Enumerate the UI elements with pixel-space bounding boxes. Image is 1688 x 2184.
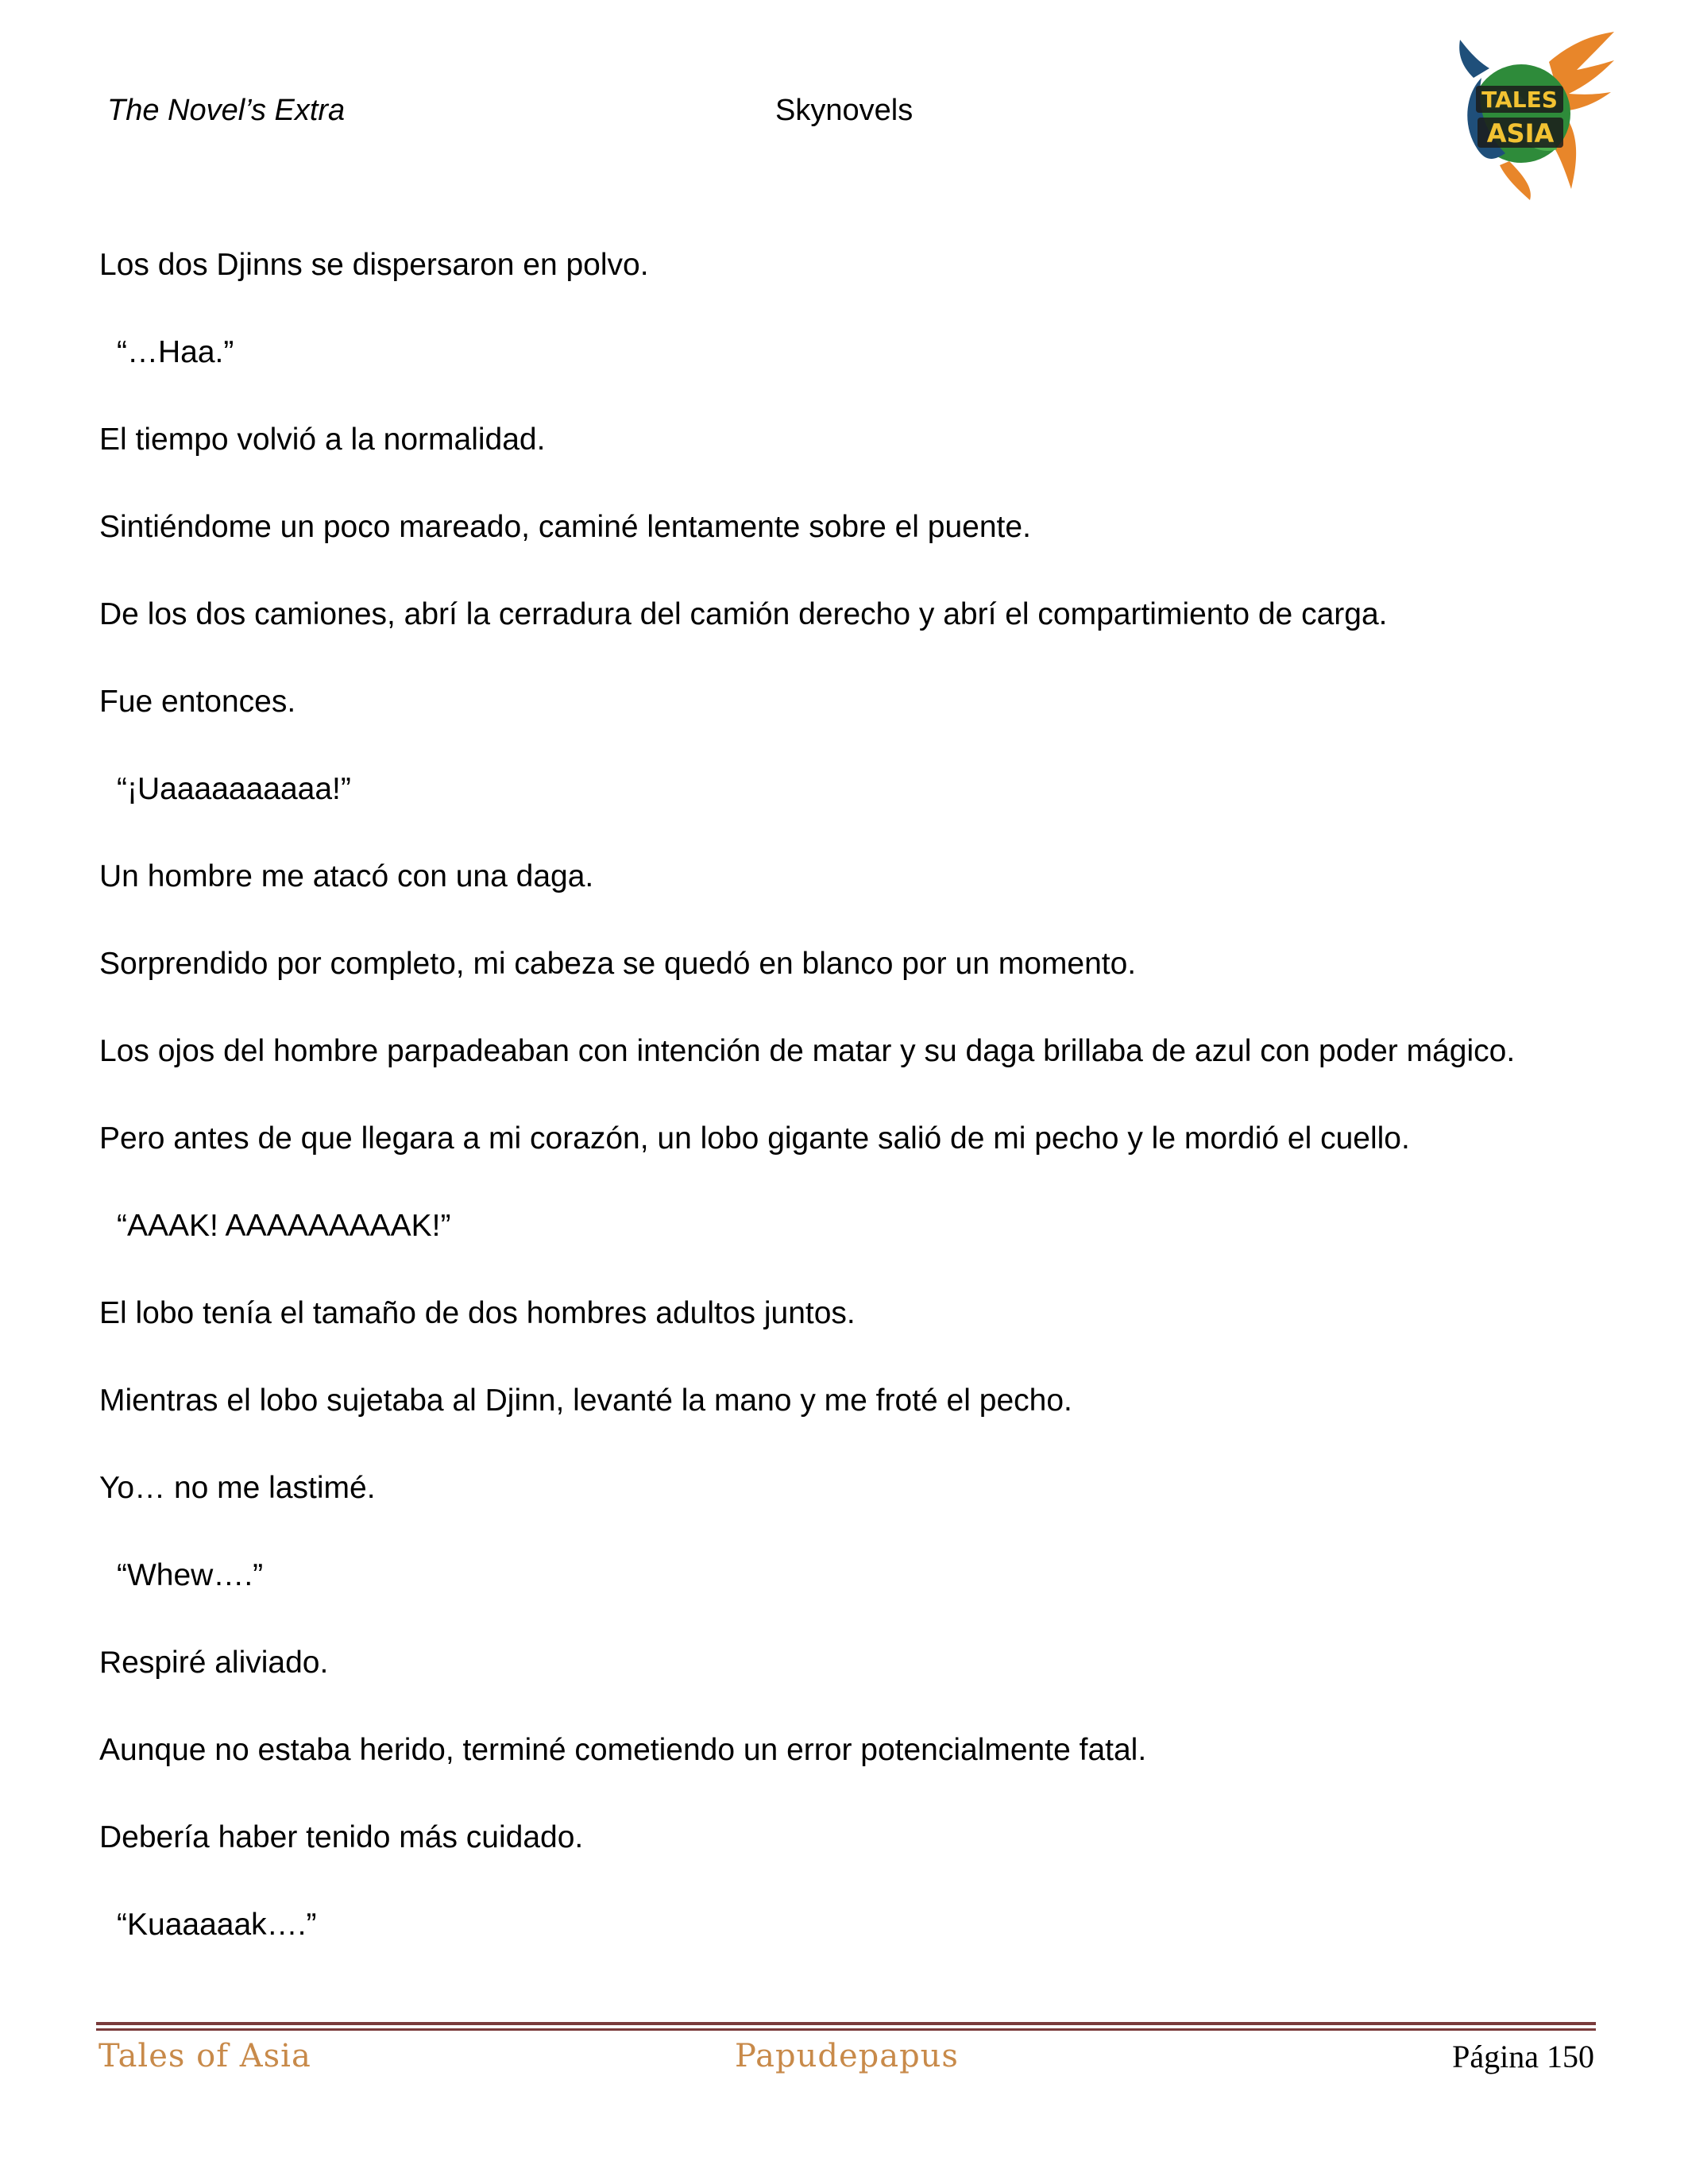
dialogue-line: “Whew….” — [117, 1558, 264, 1592]
narration-paragraph: Sintiéndome un poco mareado, caminé lentamente sobre el puente. — [99, 510, 1031, 544]
chapter-body — [99, 242, 1593, 1989]
narration-paragraph: Pero antes de que llegara a mi corazón, un lobo gigante salió de mi pecho y le mordió el cuello. — [99, 1121, 1410, 1156]
narration-paragraph: Los dos Djinns se dispersaron en polvo. — [99, 248, 649, 282]
narration-paragraph: De los dos camiones, abrí la cerradura del camión derecho y abrí el compartimiento de carga. — [99, 597, 1388, 631]
footer-publisher: Tales of Asia — [98, 2038, 311, 2074]
narration-paragraph: El lobo tenía el tamaño de dos hombres adultos juntos. — [99, 1296, 856, 1330]
site-name: Skynovels — [775, 94, 914, 127]
narration-paragraph: Sorprendido por completo, mi cabeza se quedó en blanco por un momento. — [99, 947, 1137, 981]
narration-paragraph: Un hombre me atacó con una daga. — [99, 859, 594, 893]
narration-paragraph: Fue entonces. — [99, 685, 296, 719]
footer-rule — [96, 2022, 1596, 2025]
dialogue-line: “…Haa.” — [117, 335, 234, 369]
footer-rule-thin — [96, 2028, 1596, 2031]
narration-paragraph: El tiempo volvió a la normalidad. — [99, 423, 546, 457]
logo-text-top: TALES — [1481, 87, 1558, 113]
narration-paragraph: Respiré aliviado. — [99, 1646, 329, 1680]
dialogue-line: “¡Uaaaaaaaaaa!” — [117, 772, 351, 806]
tales-of-asia-logo — [1430, 30, 1617, 201]
footer-translator: Papudepapus — [735, 2038, 959, 2074]
narration-paragraph: Debería haber tenido más cuidado. — [99, 1820, 584, 1854]
narration-paragraph: Mientras el lobo sujetaba al Djinn, levanté la mano y me froté el pecho. — [99, 1383, 1072, 1418]
document-title: The Novel’s Extra — [107, 94, 346, 127]
dialogue-line: “AAAK! AAAAAAAAAK!” — [117, 1209, 451, 1243]
narration-paragraph: Aunque no estaba herido, terminé cometiendo un error potencialmente fatal. — [99, 1733, 1147, 1767]
logo-text-bottom: ASIA — [1486, 118, 1555, 149]
dialogue-line: “Kuaaaaak….” — [117, 1908, 317, 1942]
page-number: Página 150 — [1452, 2039, 1594, 2074]
narration-paragraph: Yo… no me lastimé. — [99, 1471, 376, 1505]
narration-paragraph: Los ojos del hombre parpadeaban con intención de matar y su daga brillaba de azul con poder mágico. — [99, 1034, 1516, 1068]
